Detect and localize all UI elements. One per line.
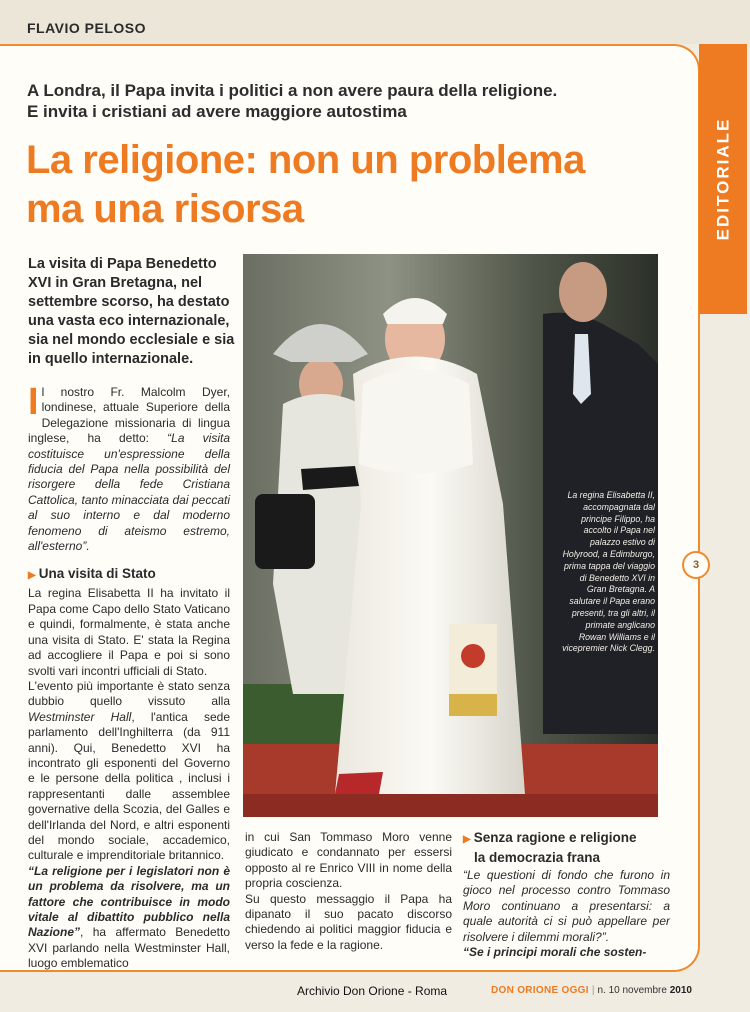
pope-quote-attribution: , ha affermato Benedetto XVI parlando nella Westminster Hall, luogo emblematico	[28, 925, 230, 971]
section1-quote-paragraph	[28, 864, 230, 972]
section-heading-ragione-line-1: Senza ragione e religione	[473, 830, 637, 845]
arrow-icon: ▶	[463, 834, 471, 845]
intro-paragraph	[28, 381, 230, 554]
page-number: 3	[682, 551, 710, 579]
section1-paragraph-2	[28, 679, 230, 864]
section-tab-label: EDITORIALE	[713, 117, 733, 241]
section-heading-visita-text: Una visita di Stato	[38, 566, 156, 582]
section1-paragraph-1: La regina Elisabetta II ha invitato il Papa come Capo dello Stato Vaticano e quindi, formalmente, è stata anche una visita di Stato. E' stata la Regina ad accogliere il Papa e poi si sono svolti vari incontri ufficiali di Stato.	[28, 586, 230, 678]
col2-paragraph-1: in cui San Tommaso Moro venne giudicato e condannato per essersi opposto al re Enrico VIII in nome della propria coscienza.	[245, 830, 452, 891]
section1-p2-end: , l'antica sede parlamento dell'Inghilterra (da 911 anni). Qui, Benedetto XVI ha incontrato gli esponenti del Governo e le persone della politica , inclusi i rappresentanti dalle assemblee governative della Scozia, del Galles e dell'Irlanda del Nord, e altri esponenti del mondo sociale, accademico, culturale e imprenditoriale britannico.	[28, 709, 230, 863]
place-westminster-hall: Westminster Hall	[28, 709, 132, 724]
article-subtitle	[27, 80, 667, 122]
pope-quote: “La religione per i legislatori non è un problema da risolvere, ma un fattore che contribuisce in modo vitale al dibattito pubblico nella Nazione”	[28, 863, 230, 940]
section-tab	[699, 44, 747, 314]
article-column-2	[245, 830, 452, 953]
magazine-footer	[491, 985, 692, 996]
section-heading-visita	[28, 566, 230, 584]
col2-paragraph-2: Su questo messaggio il Papa ha dipanato il suo pacato discorso chiedendo ai politici maggior fiducia e verso la fede e la ragione.	[245, 891, 452, 952]
issue-year: 2010	[669, 985, 692, 996]
author-name: FLAVIO PELOSO	[27, 20, 147, 36]
section2-quote: “Le questioni di fondo che furono in gioco nel processo contro Tommaso Moro continuano a presentarsi: a quale autorità ci si può appellare per risolvere i dilemmi morali?”.	[463, 868, 670, 944]
article-column-3	[463, 830, 670, 960]
magazine-name: DON ORIONE OGGI	[491, 985, 589, 996]
section-heading-ragione	[463, 830, 670, 848]
photo-caption: La regina Elisabetta II, accompagnata dal principe Filippo, ha accolto il Papa nel palazzo estivo di Holyrood, a Edimburgo, prima tappa del viaggio di Benedetto XVI in Gran Bretagna. A salutare il Papa erano presenti, tra gli altri, il primate anglicano Rowan Williams e il vicepremier Nick Clegg.	[562, 490, 655, 654]
headline-line-1: La religione: non un problema	[26, 138, 585, 182]
archive-credit: Archivio Don Orione - Roma	[297, 984, 448, 998]
article-headline	[26, 136, 686, 234]
intro-quote: “La visita costituisce un'espressione della fiducia del Papa nella possibilità del risorgere della fede Cristiana Cattolica, tanto minacciata dai peccati al suo interno e dal moderno fenomeno di ateismo estremo, all'esterno”.	[28, 431, 230, 554]
article-lead: La visita di Papa Benedetto XVI in Gran Bretagna, nel settembre scorso, ha destato una vasta eco internazionale, sia nel mondo ecclesiale e sia in quello internazionale.	[28, 256, 235, 367]
section-heading-ragione-line-2: la democrazia frana	[474, 850, 601, 865]
headline-line-2: ma una risorsa	[26, 187, 304, 231]
subtitle-line-2: E invita i cristiani ad avere maggiore autostima	[27, 102, 407, 121]
article-column-1	[28, 381, 230, 972]
intro-text: l nostro Fr. Malcolm Dyer, londinese, attuale Superiore della Delegazione missionaria di lingua inglese, ha detto:	[28, 385, 230, 446]
arrow-icon: ▶	[28, 570, 36, 582]
subtitle-line-1: A Londra, il Papa invita i politici a non avere paura della religione.	[27, 81, 558, 100]
issue-number: n. 10 novembre	[597, 985, 667, 996]
drop-cap: I	[28, 381, 39, 423]
section1-p2-start: L'evento più importante è stato senza dubbio quello vissuto alla	[28, 678, 230, 709]
section2-quote-2: “Se i principi morali che sosten-	[463, 945, 647, 960]
footer-divider: |	[591, 985, 595, 996]
